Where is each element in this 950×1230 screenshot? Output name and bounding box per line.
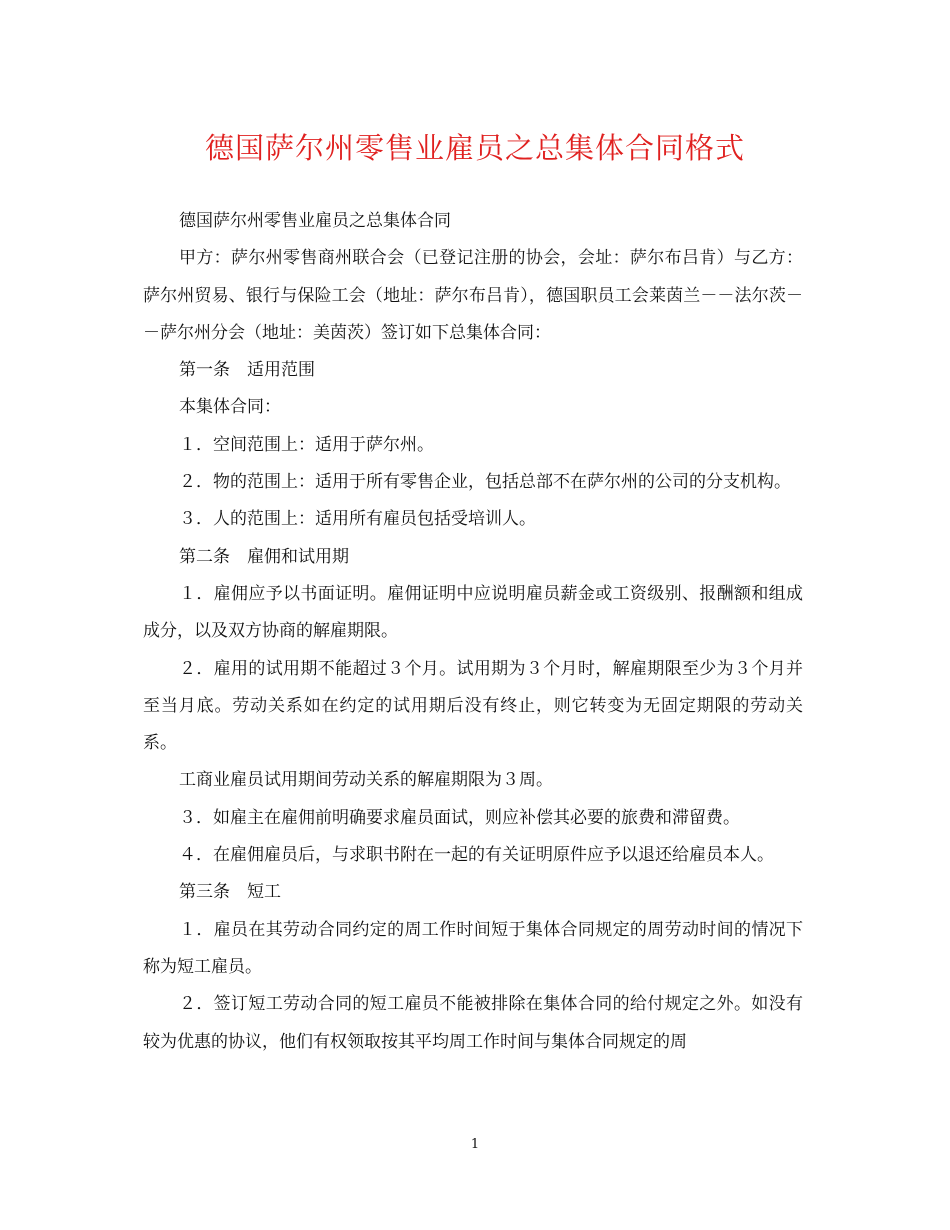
list-item: ２．雇用的试用期不能超过３个月。试用期为３个月时，解雇期限至少为３个月并至当月底。劳动关系如在约定的试用期后没有终止，则它转变为无固定期限的劳动关系。: [143, 658, 803, 754]
paragraph: 德国萨尔州零售业雇员之总集体合同: [179, 211, 451, 231]
list-item: １．空间范围上：适用于萨尔州。: [179, 434, 434, 455]
list-item: ３．如雇主在雇佣前明确要求雇员面试，则应补偿其必要的旅费和滞留费。: [179, 807, 740, 828]
paragraph: 甲方：萨尔州零售商州联合会（已登记注册的协会，会址：萨尔布吕肯）与乙方：萨尔州贸易、银行与保险工会（地址：萨尔布吕肯），德国职员工会莱茵兰－－法尔茨－－萨尔州分会（地址：美茵茨）签订如下总集体合同：: [143, 248, 803, 343]
section-heading: 第二条 雇佣和试用期: [179, 546, 349, 567]
section-heading: 第一条 适用范围: [179, 360, 315, 381]
list-item: ２．签订短工劳动合同的短工雇员不能被排除在集体合同的给付规定之外。如没有较为优惠的协议，他们有权领取按其平均周工作时间与集体合同规定的周: [143, 994, 803, 1052]
list-item: １．雇员在其劳动合同约定的周工作时间短于集体合同规定的周劳动时间的情况下称为短工雇员。: [143, 919, 803, 977]
paragraph: 工商业雇员试用期间劳动关系的解雇期限为３周。: [179, 770, 553, 791]
list-item: ４．在雇佣雇员后，与求职书附在一起的有关证明原件应予以退还给雇员本人。: [179, 845, 774, 866]
document-body: [143, 203, 803, 1061]
page-number: 1: [470, 1137, 480, 1152]
section-heading: 第三条 短工: [179, 882, 281, 903]
paragraph: 本集体合同：: [179, 397, 281, 418]
document-title: 德国萨尔州零售业雇员之总集体合同格式: [204, 131, 745, 165]
list-item: １．雇佣应予以书面证明。雇佣证明中应说明雇员薪金或工资级别、报酬额和组成成分，以及双方协商的解雇期限。: [143, 583, 803, 642]
list-item: ３．人的范围上：适用所有雇员包括受培训人。: [179, 509, 536, 530]
list-item: ２．物的范围上：适用于所有零售企业，包括总部不在萨尔州的公司的分支机构。: [179, 472, 791, 493]
